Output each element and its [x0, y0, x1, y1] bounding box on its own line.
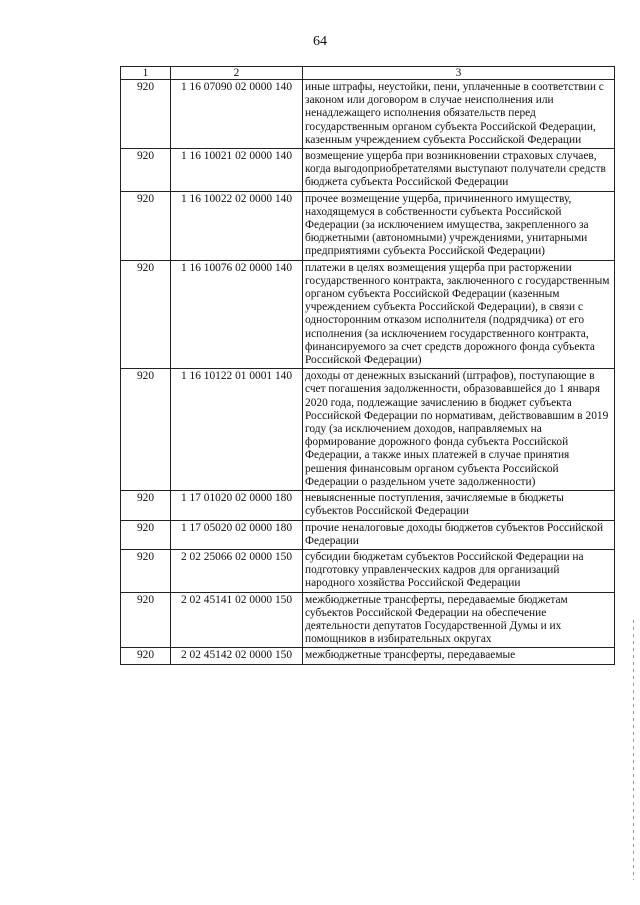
classification-code-cell: 1 16 10076 02 0000 140 — [171, 260, 303, 369]
description-cell: платежи в целях возмещения ущерба при расторжении государственного контракта, заключенного с государственным органом субъекта Российской Федерации (казенным учреждением субъекта Российской Федерации), в связи с односторонним отказом исполнителя (подрядчика) от его исполнения (за исключением государственного контракта, финансируемого за счет средств дорожного фонда субъекта Российской Федерации) — [303, 260, 615, 369]
admin-code-cell: 920 — [121, 149, 171, 192]
admin-code-cell: 920 — [121, 491, 171, 520]
classification-code-cell: 1 16 10022 02 0000 140 — [171, 191, 303, 260]
classification-code-cell: 2 02 25066 02 0000 150 — [171, 549, 303, 592]
description-cell: межбюджетные трансферты, передаваемые — [303, 648, 615, 664]
admin-code-cell: 920 — [121, 191, 171, 260]
admin-code-cell: 920 — [121, 520, 171, 549]
table-row — [121, 149, 615, 192]
classification-code-cell: 2 02 45142 02 0000 150 — [171, 648, 303, 664]
admin-code-cell: 920 — [121, 369, 171, 491]
page-number: 64 — [313, 34, 327, 49]
table-row — [121, 191, 615, 260]
admin-code-cell: 920 — [121, 648, 171, 664]
description-cell: прочие неналоговые доходы бюджетов субъектов Российской Федерации — [303, 520, 615, 549]
column-header: 3 — [303, 67, 615, 80]
description-cell: прочее возмещение ущерба, причиненного имуществу, находящемуся в собственности субъекта Российской Федерации (за исключением имущества, закрепленного за бюджетными (автономными) учреждениями, унитарными предприятиями субъекта Российской Федерации) — [303, 191, 615, 260]
classification-code-cell: 1 17 05020 02 0000 180 — [171, 520, 303, 549]
table-row — [121, 592, 615, 648]
classification-code-cell: 1 16 10122 01 0001 140 — [171, 369, 303, 491]
table-row — [121, 491, 615, 520]
scan-edge-mark — [633, 620, 634, 880]
table-header-row — [121, 67, 615, 80]
description-cell: субсидии бюджетам субъектов Российской Федерации на подготовку управленческих кадров для организаций народного хозяйства Российской Федерации — [303, 549, 615, 592]
description-cell: межбюджетные трансферты, передаваемые бюджетам субъектов Российской Федерации на обеспечение деятельности депутатов Государственной Думы и их помощников в избирательных округах — [303, 592, 615, 648]
column-header: 2 — [171, 67, 303, 80]
classification-code-cell: 2 02 45141 02 0000 150 — [171, 592, 303, 648]
table-row — [121, 648, 615, 664]
classification-code-cell: 1 17 01020 02 0000 180 — [171, 491, 303, 520]
budget-classification-table — [120, 66, 615, 665]
table-row — [121, 520, 615, 549]
classification-code-cell: 1 16 07090 02 0000 140 — [171, 80, 303, 149]
table-row — [121, 260, 615, 369]
table-row — [121, 549, 615, 592]
admin-code-cell: 920 — [121, 260, 171, 369]
classification-code-cell: 1 16 10021 02 0000 140 — [171, 149, 303, 192]
admin-code-cell: 920 — [121, 549, 171, 592]
table-row — [121, 369, 615, 491]
table-row — [121, 80, 615, 149]
description-cell: возмещение ущерба при возникновении страховых случаев, когда выгодоприобретателями выступают получатели средств бюджета субъекта Российской Федерации — [303, 149, 615, 192]
description-cell: иные штрафы, неустойки, пени, уплаченные в соответствии с законом или договором в случае неисполнения или ненадлежащего исполнения обязательств перед государственным органом субъекта Российской Федерации, казенным учреждением субъекта Российской Федерации — [303, 80, 615, 149]
admin-code-cell: 920 — [121, 592, 171, 648]
description-cell: доходы от денежных взысканий (штрафов), поступающие в счет погашения задолженности, образовавшейся до 1 января 2020 года, подлежащие зачислению в бюджет субъекта Российской Федерации по нормативам, действовавшим в 2019 году (за исключением доходов, направляемых на формирование дорожного фонда субъекта Российской Федерации, а также иных платежей в случае принятия решения финансовым органом субъекта Российской Федерации о раздельном учете задолженности) — [303, 369, 615, 491]
description-cell: невыясненные поступления, зачисляемые в бюджеты субъектов Российской Федерации — [303, 491, 615, 520]
column-header: 1 — [121, 67, 171, 80]
admin-code-cell: 920 — [121, 80, 171, 149]
